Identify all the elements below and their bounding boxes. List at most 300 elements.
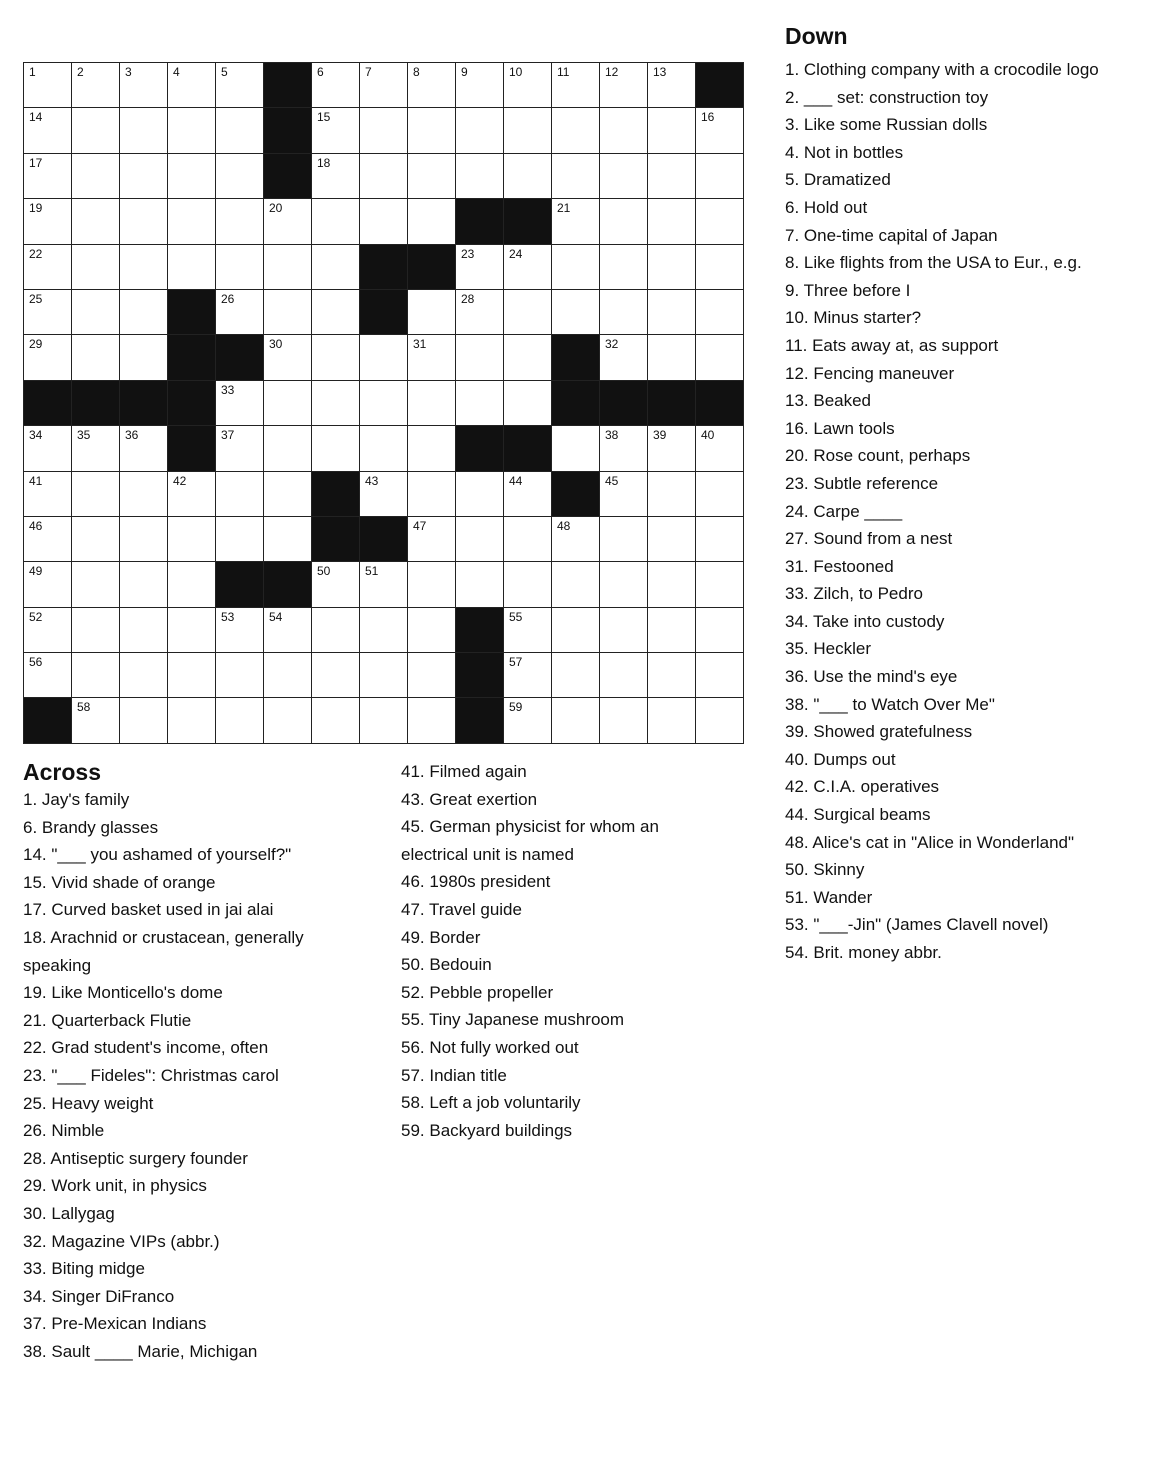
- grid-cell[interactable]: [360, 472, 408, 517]
- grid-cell[interactable]: [696, 290, 744, 335]
- black-square: [120, 381, 168, 426]
- clue: 44. Surgical beams: [785, 805, 931, 825]
- grid-cell[interactable]: [552, 199, 600, 244]
- grid-cell[interactable]: [24, 653, 72, 698]
- clue: 36. Use the mind's eye: [785, 667, 958, 687]
- grid-cell[interactable]: [600, 426, 648, 471]
- grid-cell[interactable]: [312, 698, 360, 743]
- black-square: [456, 608, 504, 653]
- cell-number: 44: [509, 473, 523, 488]
- grid-cell[interactable]: [264, 608, 312, 653]
- grid-cell[interactable]: [360, 335, 408, 380]
- grid-cell[interactable]: [600, 63, 648, 108]
- grid-cell[interactable]: [24, 472, 72, 517]
- clue: 38. "___ to Watch Over Me": [785, 694, 995, 714]
- grid-cell[interactable]: [216, 245, 264, 290]
- grid-cell[interactable]: [168, 517, 216, 562]
- clue: 11. Eats away at, as support: [785, 335, 999, 355]
- grid-cell[interactable]: [504, 108, 552, 153]
- grid-cell[interactable]: [264, 653, 312, 698]
- grid-cell[interactable]: [600, 199, 648, 244]
- black-square: [312, 472, 360, 517]
- clue: 52. Pebble propeller: [401, 982, 554, 1002]
- clue: 32. Magazine VIPs (abbr.): [23, 1231, 220, 1251]
- grid-cell[interactable]: [168, 154, 216, 199]
- grid-cell[interactable]: [120, 245, 168, 290]
- grid-cell[interactable]: [552, 426, 600, 471]
- clue: 33. Zilch, to Pedro: [785, 584, 923, 604]
- clue: 34. Singer DiFranco: [23, 1286, 175, 1306]
- grid-cell[interactable]: [24, 426, 72, 471]
- grid-cell[interactable]: [312, 245, 360, 290]
- grid-cell[interactable]: [456, 63, 504, 108]
- clue: 6. Hold out: [785, 197, 868, 217]
- grid-cell[interactable]: [600, 517, 648, 562]
- grid-cell[interactable]: [456, 154, 504, 199]
- grid-cell[interactable]: [504, 290, 552, 335]
- grid-cell[interactable]: [456, 108, 504, 153]
- grid-cell[interactable]: [696, 562, 744, 607]
- grid-cell[interactable]: [360, 608, 408, 653]
- grid-cell[interactable]: [696, 154, 744, 199]
- grid-cell[interactable]: [120, 290, 168, 335]
- grid-cell[interactable]: [168, 698, 216, 743]
- clue: 1. Clothing company with a crocodile logo: [785, 60, 1099, 79]
- cell-number: 18: [317, 155, 331, 170]
- black-square: [168, 290, 216, 335]
- clue: 4. Not in bottles: [785, 142, 904, 162]
- grid-cell[interactable]: [552, 608, 600, 653]
- grid-cell[interactable]: [312, 335, 360, 380]
- clue: 38. Sault ____ Marie, Michigan: [23, 1341, 258, 1361]
- grid-cell[interactable]: [360, 562, 408, 607]
- clue: 25. Heavy weight: [23, 1093, 154, 1113]
- grid-cell[interactable]: [24, 335, 72, 380]
- clue: 45. German physicist for whom an: [401, 817, 659, 837]
- grid-cell[interactable]: [696, 335, 744, 380]
- grid-cell[interactable]: [456, 517, 504, 562]
- clue: 13. Beaked: [785, 391, 872, 411]
- grid-cell[interactable]: [264, 472, 312, 517]
- grid-cell[interactable]: [312, 199, 360, 244]
- grid-cell[interactable]: [552, 653, 600, 698]
- grid-cell[interactable]: [552, 108, 600, 153]
- grid-cell[interactable]: [360, 426, 408, 471]
- grid-cell[interactable]: [600, 608, 648, 653]
- grid-cell[interactable]: [312, 63, 360, 108]
- cell-number: 23: [461, 246, 475, 261]
- grid-cell[interactable]: [456, 472, 504, 517]
- grid-cell[interactable]: [72, 63, 120, 108]
- cell-number: 50: [317, 564, 331, 579]
- grid-cell[interactable]: [72, 199, 120, 244]
- grid-cell[interactable]: [168, 108, 216, 153]
- grid-cell[interactable]: [120, 472, 168, 517]
- black-square: [312, 517, 360, 562]
- grid-cell[interactable]: [648, 199, 696, 244]
- grid-cell[interactable]: [552, 154, 600, 199]
- grid-cell[interactable]: [72, 245, 120, 290]
- grid-cell[interactable]: [168, 472, 216, 517]
- grid-cell[interactable]: [168, 608, 216, 653]
- grid-cell[interactable]: [360, 199, 408, 244]
- grid-cell[interactable]: [504, 608, 552, 653]
- grid-cell[interactable]: [168, 199, 216, 244]
- grid-cell[interactable]: [696, 472, 744, 517]
- grid-cell[interactable]: [648, 698, 696, 743]
- grid-cell[interactable]: [168, 63, 216, 108]
- black-square: [360, 245, 408, 290]
- grid-cell[interactable]: [552, 517, 600, 562]
- grid-cell[interactable]: [408, 472, 456, 517]
- cell-number: 29: [29, 337, 43, 352]
- clue: 33. Biting midge: [23, 1259, 145, 1279]
- grid-cell[interactable]: [216, 608, 264, 653]
- cell-number: 48: [557, 518, 571, 533]
- grid-cell[interactable]: [360, 154, 408, 199]
- black-square: [264, 63, 312, 108]
- grid-cell[interactable]: [600, 653, 648, 698]
- clue: 34. Take into custody: [785, 611, 945, 631]
- grid-cell[interactable]: [216, 199, 264, 244]
- cell-number: 33: [221, 382, 235, 397]
- cell-number: 8: [413, 65, 420, 79]
- grid-cell[interactable]: [504, 63, 552, 108]
- grid-cell[interactable]: [600, 562, 648, 607]
- cell-number: 7: [365, 65, 372, 79]
- cell-number: 58: [77, 700, 91, 715]
- grid-cell[interactable]: [456, 290, 504, 335]
- grid-cell[interactable]: [312, 154, 360, 199]
- cell-number: 21: [557, 201, 571, 216]
- grid-cell[interactable]: [504, 698, 552, 743]
- black-square: [552, 335, 600, 380]
- clue: 3. Like some Russian dolls: [785, 115, 988, 135]
- black-square: [456, 199, 504, 244]
- grid-cell[interactable]: [408, 63, 456, 108]
- grid-cell[interactable]: [552, 290, 600, 335]
- grid-cell[interactable]: [216, 472, 264, 517]
- grid-cell[interactable]: [72, 154, 120, 199]
- grid-cell[interactable]: [312, 381, 360, 426]
- grid-cell[interactable]: [312, 426, 360, 471]
- black-square: [360, 517, 408, 562]
- across-clues-column-1: [23, 786, 304, 1365]
- grid-cell[interactable]: [648, 245, 696, 290]
- grid-cell[interactable]: [120, 199, 168, 244]
- grid-cell[interactable]: [456, 245, 504, 290]
- cell-number: 6: [317, 65, 324, 79]
- grid-cell[interactable]: [696, 245, 744, 290]
- grid-cell[interactable]: [312, 290, 360, 335]
- grid-cell[interactable]: [504, 562, 552, 607]
- grid-cell[interactable]: [72, 108, 120, 153]
- grid-cell[interactable]: [120, 608, 168, 653]
- grid-cell[interactable]: [72, 698, 120, 743]
- cell-number: 43: [365, 473, 379, 488]
- grid-cell[interactable]: [600, 698, 648, 743]
- cell-number: 35: [77, 428, 91, 443]
- grid-cell[interactable]: [408, 199, 456, 244]
- clue: 21. Quarterback Flutie: [23, 1010, 192, 1030]
- grid-cell[interactable]: [552, 698, 600, 743]
- black-square: [264, 562, 312, 607]
- grid-cell[interactable]: [120, 562, 168, 607]
- grid-cell[interactable]: [648, 472, 696, 517]
- grid-cell[interactable]: [696, 698, 744, 743]
- cell-number: 56: [29, 655, 43, 670]
- grid-cell[interactable]: [696, 517, 744, 562]
- grid-cell[interactable]: [72, 335, 120, 380]
- grid-cell[interactable]: [24, 245, 72, 290]
- grid-cell[interactable]: [216, 517, 264, 562]
- crossword-grid: [23, 62, 744, 744]
- cell-number: 57: [509, 655, 523, 670]
- grid-cell[interactable]: [696, 426, 744, 471]
- clue: 20. Rose count, perhaps: [785, 446, 971, 466]
- grid-cell[interactable]: [120, 517, 168, 562]
- cell-number: 46: [29, 518, 43, 533]
- clue: 24. Carpe ____: [785, 501, 903, 521]
- cell-number: 55: [509, 609, 523, 624]
- grid-cell[interactable]: [360, 108, 408, 153]
- grid-cell[interactable]: [312, 562, 360, 607]
- grid-cell[interactable]: [168, 245, 216, 290]
- grid-cell[interactable]: [72, 426, 120, 471]
- grid-cell[interactable]: [120, 698, 168, 743]
- grid-cell[interactable]: [408, 108, 456, 153]
- grid-cell[interactable]: [72, 517, 120, 562]
- cell-number: 10: [509, 65, 523, 79]
- grid-cell[interactable]: [408, 517, 456, 562]
- grid-cell[interactable]: [648, 653, 696, 698]
- cell-number: 2: [77, 65, 84, 79]
- grid-cell[interactable]: [552, 63, 600, 108]
- grid-cell[interactable]: [600, 290, 648, 335]
- clue: 41. Filmed again: [401, 762, 527, 781]
- grid-cell[interactable]: [600, 154, 648, 199]
- grid-cell[interactable]: [24, 562, 72, 607]
- grid-cell[interactable]: [24, 199, 72, 244]
- grid-cell[interactable]: [504, 653, 552, 698]
- clue: 53. "___-Jin" (James Clavell novel): [785, 915, 1049, 935]
- grid-cell[interactable]: [264, 381, 312, 426]
- grid-cell[interactable]: [312, 108, 360, 153]
- grid-cell[interactable]: [408, 154, 456, 199]
- clue: 27. Sound from a nest: [785, 529, 953, 549]
- clue: 54. Brit. money abbr.: [785, 943, 942, 962]
- grid-cell[interactable]: [264, 199, 312, 244]
- cell-number: 11: [557, 65, 570, 79]
- grid-cell[interactable]: [648, 335, 696, 380]
- grid-cell[interactable]: [264, 290, 312, 335]
- black-square: [504, 199, 552, 244]
- grid-cell[interactable]: [216, 426, 264, 471]
- grid-cell[interactable]: [120, 63, 168, 108]
- grid-cell[interactable]: [600, 108, 648, 153]
- black-square: [72, 381, 120, 426]
- black-square: [264, 108, 312, 153]
- grid-cell[interactable]: [600, 245, 648, 290]
- grid-cell[interactable]: [24, 517, 72, 562]
- grid-cell[interactable]: [360, 63, 408, 108]
- clue: 9. Three before I: [785, 280, 911, 300]
- grid-cell[interactable]: [216, 108, 264, 153]
- cell-number: 34: [29, 428, 43, 443]
- grid-cell[interactable]: [72, 562, 120, 607]
- grid-cell[interactable]: [648, 63, 696, 108]
- cell-number: 15: [317, 110, 331, 125]
- grid-cell[interactable]: [456, 335, 504, 380]
- grid-cell[interactable]: [360, 653, 408, 698]
- cell-number: 41: [29, 473, 43, 488]
- cell-number: 51: [365, 564, 379, 579]
- black-square: [456, 653, 504, 698]
- grid-cell[interactable]: [168, 653, 216, 698]
- clue: 50. Skinny: [785, 860, 865, 880]
- clue: 8. Like flights from the USA to Eur., e.g.: [785, 253, 1082, 273]
- cell-number: 37: [221, 428, 235, 443]
- clue: 39. Showed gratefulness: [785, 722, 973, 742]
- black-square: [456, 426, 504, 471]
- cell-number: 30: [269, 337, 283, 352]
- grid-cell[interactable]: [216, 154, 264, 199]
- grid-cell[interactable]: [504, 335, 552, 380]
- grid-cell[interactable]: [120, 154, 168, 199]
- grid-cell[interactable]: [408, 290, 456, 335]
- grid-cell[interactable]: [312, 608, 360, 653]
- clue: 23. "___ Fideles": Christmas carol: [23, 1065, 279, 1085]
- black-square: [168, 381, 216, 426]
- grid-cell[interactable]: [408, 381, 456, 426]
- grid-cell[interactable]: [408, 562, 456, 607]
- grid-cell[interactable]: [408, 608, 456, 653]
- grid-cell[interactable]: [648, 426, 696, 471]
- grid-cell[interactable]: [408, 426, 456, 471]
- cell-number: 3: [125, 65, 132, 79]
- cell-number: 20: [269, 201, 283, 216]
- clue: 47. Travel guide: [401, 899, 522, 919]
- grid-cell[interactable]: [456, 562, 504, 607]
- grid-cell[interactable]: [216, 63, 264, 108]
- cell-number: 59: [509, 700, 523, 715]
- grid-cell[interactable]: [648, 290, 696, 335]
- grid-cell[interactable]: [264, 517, 312, 562]
- grid-cell[interactable]: [264, 698, 312, 743]
- grid-cell[interactable]: [264, 426, 312, 471]
- clue: 2. ___ set: construction toy: [785, 87, 989, 107]
- grid-cell[interactable]: [24, 290, 72, 335]
- grid-cell[interactable]: [168, 562, 216, 607]
- grid-cell[interactable]: [696, 608, 744, 653]
- grid-cell[interactable]: [504, 245, 552, 290]
- grid-cell[interactable]: [648, 562, 696, 607]
- black-square: [696, 381, 744, 426]
- grid-cell[interactable]: [552, 245, 600, 290]
- grid-cell[interactable]: [216, 290, 264, 335]
- grid-cell[interactable]: [24, 608, 72, 653]
- clue: 40. Dumps out: [785, 749, 896, 769]
- cell-number: 26: [221, 291, 235, 306]
- cell-number: 16: [701, 110, 715, 125]
- grid-cell[interactable]: [360, 381, 408, 426]
- cell-number: 45: [605, 473, 619, 488]
- grid-cell[interactable]: [72, 472, 120, 517]
- grid-cell[interactable]: [24, 108, 72, 153]
- grid-cell[interactable]: [120, 335, 168, 380]
- clue: 29. Work unit, in physics: [23, 1176, 207, 1196]
- grid-cell[interactable]: [504, 154, 552, 199]
- clue: 16. Lawn tools: [785, 418, 895, 438]
- grid-cell[interactable]: [504, 517, 552, 562]
- grid-cell[interactable]: [24, 63, 72, 108]
- grid-cell[interactable]: [408, 698, 456, 743]
- grid-cell[interactable]: [552, 562, 600, 607]
- grid-cell[interactable]: [504, 381, 552, 426]
- black-square: [168, 426, 216, 471]
- down-clues: [785, 56, 1099, 967]
- grid-cell[interactable]: [312, 653, 360, 698]
- grid-cell[interactable]: [696, 653, 744, 698]
- grid-cell[interactable]: [72, 653, 120, 698]
- cell-number: 49: [29, 564, 43, 579]
- cropped-title-strip: [30, 30, 530, 42]
- grid-cell[interactable]: [216, 653, 264, 698]
- grid-cell[interactable]: [648, 154, 696, 199]
- grid-cell[interactable]: [696, 108, 744, 153]
- clue: 15. Vivid shade of orange: [23, 872, 216, 892]
- grid-cell[interactable]: [264, 245, 312, 290]
- clue: 50. Bedouin: [401, 955, 492, 975]
- clue: 5. Dramatized: [785, 170, 891, 190]
- cell-number: 14: [29, 110, 43, 125]
- grid-cell[interactable]: [24, 154, 72, 199]
- cell-number: 52: [29, 609, 43, 624]
- black-square: [408, 245, 456, 290]
- cell-number: 47: [413, 518, 427, 533]
- grid-cell[interactable]: [72, 608, 120, 653]
- grid-cell[interactable]: [648, 608, 696, 653]
- black-square: [264, 154, 312, 199]
- grid-cell[interactable]: [648, 517, 696, 562]
- clue: 37. Pre-Mexican Indians: [23, 1314, 207, 1334]
- grid-cell[interactable]: [264, 335, 312, 380]
- grid-cell[interactable]: [216, 698, 264, 743]
- grid-cell[interactable]: [648, 108, 696, 153]
- cell-number: 39: [653, 428, 667, 443]
- black-square: [24, 381, 72, 426]
- black-square: [360, 290, 408, 335]
- grid-cell[interactable]: [408, 653, 456, 698]
- clue: 28. Antiseptic surgery founder: [23, 1148, 248, 1168]
- grid-cell[interactable]: [456, 381, 504, 426]
- grid-cell[interactable]: [216, 381, 264, 426]
- clue: 43. Great exertion: [401, 789, 538, 809]
- clue: 26. Nimble: [23, 1121, 105, 1141]
- grid-cell[interactable]: [120, 653, 168, 698]
- grid-cell[interactable]: [600, 335, 648, 380]
- grid-cell[interactable]: [600, 472, 648, 517]
- grid-cell[interactable]: [504, 472, 552, 517]
- grid-cell[interactable]: [120, 108, 168, 153]
- black-square: [552, 472, 600, 517]
- grid-cell[interactable]: [360, 698, 408, 743]
- clue: 7. One-time capital of Japan: [785, 225, 998, 245]
- grid-cell[interactable]: [408, 335, 456, 380]
- grid-cell[interactable]: [72, 290, 120, 335]
- grid-cell[interactable]: [696, 199, 744, 244]
- grid-cell[interactable]: [120, 426, 168, 471]
